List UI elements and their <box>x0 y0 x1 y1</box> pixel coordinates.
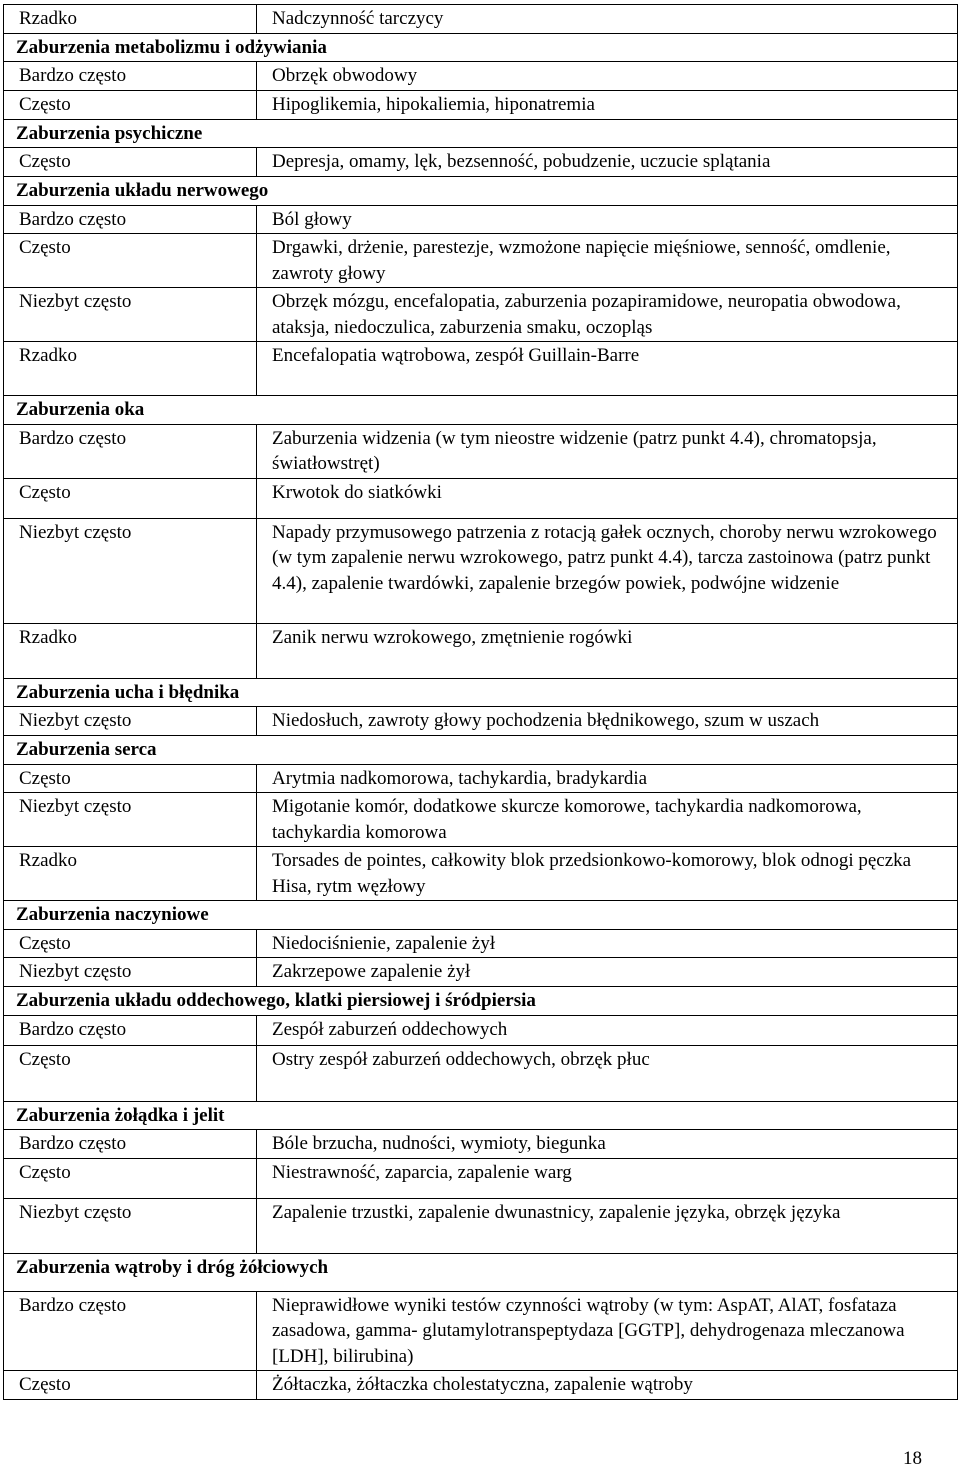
frequency-cell: Często <box>4 478 257 518</box>
table-row <box>4 1198 958 1253</box>
frequency-cell: Niezbyt często <box>4 288 257 342</box>
adverse-effect-cell: Niedociśnienie, zapalenie żył <box>257 929 958 958</box>
adverse-effects-table-body <box>4 5 958 1400</box>
table-row <box>4 1015 958 1045</box>
frequency-cell: Niezbyt często <box>4 793 257 847</box>
frequency-cell: Często <box>4 1158 257 1198</box>
adverse-effect-cell: Zaburzenia widzenia (w tym nieostre widzenie (patrz punkt 4.4), chromatopsja, światłowstręt) <box>257 424 958 478</box>
adverse-effect-cell: Torsades de pointes, całkowity blok przedsionkowo-komorowy, blok odnogi pęczka Hisa, rytm węzłowy <box>257 847 958 901</box>
table-row <box>4 764 958 793</box>
frequency-cell: Niezbyt często <box>4 1198 257 1253</box>
frequency-cell: Rzadko <box>4 847 257 901</box>
frequency-cell: Często <box>4 1371 257 1400</box>
table-row <box>4 205 958 234</box>
category-row <box>4 678 958 707</box>
table-row <box>4 478 958 518</box>
table-row <box>4 342 958 396</box>
frequency-cell: Bardzo często <box>4 1130 257 1159</box>
adverse-effect-cell: Depresja, omamy, lęk, bezsenność, pobudzenie, uczucie splątania <box>257 148 958 177</box>
category-label: Zaburzenia serca <box>4 735 958 764</box>
category-label: Zaburzenia układu oddechowego, klatki piersiowej i śródpiersia <box>4 987 958 1016</box>
adverse-effect-cell: Nieprawidłowe wyniki testów czynności wątroby (w tym: AspAT, AlAT, fosfataza zasadowa, gamma- glutamylotranspeptydaza [GGTP], dehydrogenaza mleczanowa [LDH], bilirubina) <box>257 1291 958 1371</box>
category-row <box>4 987 958 1016</box>
table-row <box>4 793 958 847</box>
page-number: 18 <box>903 1448 922 1469</box>
adverse-effect-cell: Ostry zespół zaburzeń oddechowych, obrzęk płuc <box>257 1045 958 1101</box>
adverse-effect-cell: Ból głowy <box>257 205 958 234</box>
adverse-effect-cell: Niestrawność, zaparcia, zapalenie warg <box>257 1158 958 1198</box>
category-label: Zaburzenia metabolizmu i odżywiania <box>4 33 958 62</box>
frequency-cell: Bardzo często <box>4 1291 257 1371</box>
adverse-effect-cell: Obrzęk mózgu, encefalopatia, zaburzenia pozapiramidowe, neuropatia obwodowa, ataksja, niedoczulica, zaburzenia smaku, oczopląs <box>257 288 958 342</box>
frequency-cell: Często <box>4 929 257 958</box>
adverse-effect-cell: Encefalopatia wątrobowa, zespół Guillain-Barre <box>257 342 958 396</box>
frequency-cell: Często <box>4 148 257 177</box>
adverse-effect-cell: Drgawki, drżenie, parestezje, wzmożone napięcie mięśniowe, senność, omdlenie, zawroty głowy <box>257 234 958 288</box>
category-row <box>4 1101 958 1130</box>
adverse-effect-cell: Zespół zaburzeń oddechowych <box>257 1015 958 1045</box>
category-label: Zaburzenia psychiczne <box>4 119 958 148</box>
adverse-effect-cell: Żółtaczka, żółtaczka cholestatyczna, zapalenie wątroby <box>257 1371 958 1400</box>
adverse-effects-table <box>3 4 958 1400</box>
table-row <box>4 847 958 901</box>
frequency-cell: Rzadko <box>4 342 257 396</box>
category-label: Zaburzenia naczyniowe <box>4 901 958 930</box>
adverse-effect-cell: Krwotok do siatkówki <box>257 478 958 518</box>
table-row <box>4 518 958 623</box>
frequency-cell: Bardzo często <box>4 1015 257 1045</box>
category-label: Zaburzenia żołądka i jelit <box>4 1101 958 1130</box>
category-label: Zaburzenia oka <box>4 396 958 425</box>
category-label: Zaburzenia ucha i błędnika <box>4 678 958 707</box>
table-row <box>4 1371 958 1400</box>
category-row <box>4 901 958 930</box>
category-row <box>4 735 958 764</box>
adverse-effect-cell: Zanik nerwu wzrokowego, zmętnienie rogówki <box>257 623 958 678</box>
table-row <box>4 288 958 342</box>
frequency-cell: Bardzo często <box>4 424 257 478</box>
frequency-cell: Niezbyt często <box>4 707 257 736</box>
table-row <box>4 1158 958 1198</box>
adverse-effect-cell: Zakrzepowe zapalenie żył <box>257 958 958 987</box>
table-row <box>4 623 958 678</box>
adverse-effect-cell: Arytmia nadkomorowa, tachykardia, bradykardia <box>257 764 958 793</box>
category-row <box>4 177 958 206</box>
frequency-cell: Rzadko <box>4 623 257 678</box>
table-row <box>4 1291 958 1371</box>
category-row <box>4 1253 958 1291</box>
frequency-cell: Rzadko <box>4 5 257 34</box>
frequency-cell: Często <box>4 234 257 288</box>
table-row <box>4 958 958 987</box>
frequency-cell: Często <box>4 1045 257 1101</box>
adverse-effect-cell: Napady przymusowego patrzenia z rotacją gałek ocznych, choroby nerwu wzrokowego (w tym zapalenie nerwu wzrokowego, patrz punkt 4.4), tarcza zastoinowa (patrz punkt 4.4), zapalenie twardówki, zapalenie brzegów powiek, podwójne widzenie <box>257 518 958 623</box>
adverse-effect-cell: Hipoglikemia, hipokaliemia, hiponatremia <box>257 90 958 119</box>
category-label: Zaburzenia wątroby i dróg żółciowych <box>4 1253 958 1291</box>
adverse-effect-cell: Niedosłuch, zawroty głowy pochodzenia błędnikowego, szum w uszach <box>257 707 958 736</box>
frequency-cell: Niezbyt często <box>4 958 257 987</box>
table-row <box>4 1045 958 1101</box>
frequency-cell: Często <box>4 764 257 793</box>
frequency-cell: Często <box>4 90 257 119</box>
adverse-effect-cell: Zapalenie trzustki, zapalenie dwunastnicy, zapalenie języka, obrzęk języka <box>257 1198 958 1253</box>
table-row <box>4 62 958 91</box>
adverse-effect-cell: Nadczynność tarczycy <box>257 5 958 34</box>
table-row <box>4 148 958 177</box>
adverse-effect-cell: Migotanie komór, dodatkowe skurcze komorowe, tachykardia nadkomorowa, tachykardia komorowa <box>257 793 958 847</box>
table-row <box>4 234 958 288</box>
table-row <box>4 707 958 736</box>
table-row <box>4 1130 958 1159</box>
category-row <box>4 396 958 425</box>
table-row <box>4 929 958 958</box>
frequency-cell: Bardzo często <box>4 205 257 234</box>
category-label: Zaburzenia układu nerwowego <box>4 177 958 206</box>
table-row <box>4 5 958 34</box>
table-row <box>4 90 958 119</box>
frequency-cell: Bardzo często <box>4 62 257 91</box>
category-row <box>4 33 958 62</box>
frequency-cell: Niezbyt często <box>4 518 257 623</box>
adverse-effect-cell: Obrzęk obwodowy <box>257 62 958 91</box>
adverse-effect-cell: Bóle brzucha, nudności, wymioty, biegunka <box>257 1130 958 1159</box>
table-row <box>4 424 958 478</box>
category-row <box>4 119 958 148</box>
